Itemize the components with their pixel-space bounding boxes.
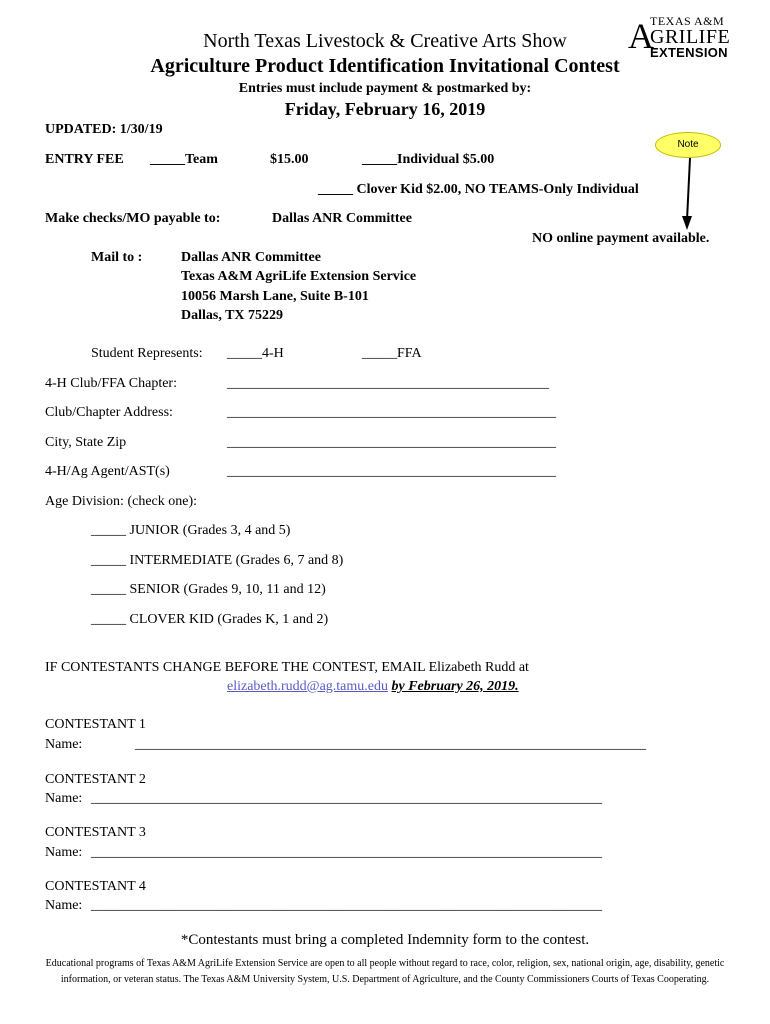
- division-senior[interactable]: _____ SENIOR (Grades 9, 10, 11 and 12): [91, 582, 326, 597]
- division-intermediate[interactable]: _____ INTERMEDIATE (Grades 6, 7 and 8): [91, 553, 344, 568]
- indemnity-notice: *Contestants must bring a completed Indemnity form to the contest.: [180, 932, 590, 948]
- contestant-name-label: Name:: [45, 737, 83, 752]
- change-deadline: by February 26, 2019.: [391, 679, 519, 694]
- page-title: North Texas Livestock & Creative Arts Show: [203, 30, 567, 52]
- logo-line2: GRILIFE: [650, 26, 731, 48]
- division-clover-kid[interactable]: _____ CLOVER KID (Grades K, 1 and 2): [91, 612, 329, 627]
- note-arrow-icon: [679, 158, 699, 230]
- contestant-name-field[interactable]: _________________________________________________________________________: [135, 737, 646, 752]
- student-represents-label: Student Represents:: [91, 346, 203, 361]
- agent-label: 4-H/Ag Agent/AST(s): [45, 464, 170, 479]
- contestant-name-field[interactable]: _________________________________________________________________________: [91, 898, 602, 913]
- chapter-field[interactable]: ______________________________________________: [227, 376, 549, 391]
- contestant-label: CONTESTANT 2: [45, 772, 146, 787]
- mail-line: 10056 Marsh Lane, Suite B-101: [181, 289, 369, 304]
- address-field[interactable]: _______________________________________________: [227, 405, 556, 420]
- note-annotation[interactable]: Note: [655, 132, 721, 158]
- updated-date: UPDATED: 1/30/19: [45, 122, 163, 137]
- contestant-label: CONTESTANT 3: [45, 825, 146, 840]
- contestant-label: CONTESTANT 4: [45, 879, 146, 894]
- mail-line: Dallas ANR Committee: [181, 250, 321, 265]
- option-ffa[interactable]: _____FFA: [362, 346, 422, 361]
- age-division-label: Age Division: (check one):: [45, 494, 198, 509]
- footer-disclaimer: Educational programs of Texas A&M AgriLife Extension Service are open to all people without regard to race, color, religion, sex, national origin, age, disability, genetic information, or veteran status. The Texas A&M University System, U.S. Department of Agriculture, and the County Commissioners Courts of Texas Cooperating.: [45, 958, 725, 985]
- mail-line: Dallas, TX 75229: [181, 308, 284, 323]
- change-notice-line2: [227, 679, 519, 695]
- contestant-name-label: Name:: [45, 845, 83, 860]
- individual-option: _____Individual $5.00: [362, 152, 495, 167]
- payable-label: Make checks/MO payable to:: [45, 211, 221, 226]
- team-fee: $15.00: [270, 152, 309, 167]
- city-field[interactable]: _______________________________________________: [227, 435, 556, 450]
- team-option: _____Team: [150, 152, 218, 167]
- logo-line3: EXTENSION: [650, 45, 728, 60]
- entries-note: Entries must include payment & postmarked by:: [238, 81, 532, 96]
- logo-letter: A: [628, 16, 654, 56]
- entry-fee-label: ENTRY FEE: [45, 152, 124, 167]
- contestant-label: CONTESTANT 1: [45, 717, 146, 732]
- logo-line1: TEXAS A&M: [650, 14, 725, 28]
- mail-to-label: Mail to :: [91, 250, 143, 265]
- contestant-name-label: Name:: [45, 791, 83, 806]
- chapter-label: 4-H Club/FFA Chapter:: [45, 376, 177, 391]
- deadline-date: Friday, February 16, 2019: [284, 99, 486, 119]
- address-label: Club/Chapter Address:: [45, 405, 173, 420]
- option-4h[interactable]: _____4-H: [227, 346, 284, 361]
- payable-value: Dallas ANR Committee: [272, 211, 412, 226]
- agent-field[interactable]: _______________________________________________: [227, 464, 556, 479]
- email-link[interactable]: elizabeth.rudd@ag.tamu.edu: [227, 679, 388, 694]
- contestant-name-field[interactable]: _________________________________________________________________________: [91, 791, 602, 806]
- page-subtitle: Agriculture Product Identification Invitational Contest: [150, 55, 620, 77]
- division-junior[interactable]: _____ JUNIOR (Grades 3, 4 and 5): [91, 523, 291, 538]
- no-online-payment: NO online payment available.: [532, 231, 710, 246]
- contestant-name-field[interactable]: _________________________________________________________________________: [91, 845, 602, 860]
- clover-kid-option: _____ Clover Kid $2.00, NO TEAMS-Only Individual: [318, 182, 639, 197]
- contestant-name-label: Name:: [45, 898, 83, 913]
- change-notice-text: IF CONTESTANTS CHANGE BEFORE THE CONTEST, EMAIL Elizabeth Rudd at: [45, 660, 529, 675]
- mail-line: Texas A&M AgriLife Extension Service: [181, 269, 417, 284]
- city-label: City, State Zip: [45, 435, 127, 450]
